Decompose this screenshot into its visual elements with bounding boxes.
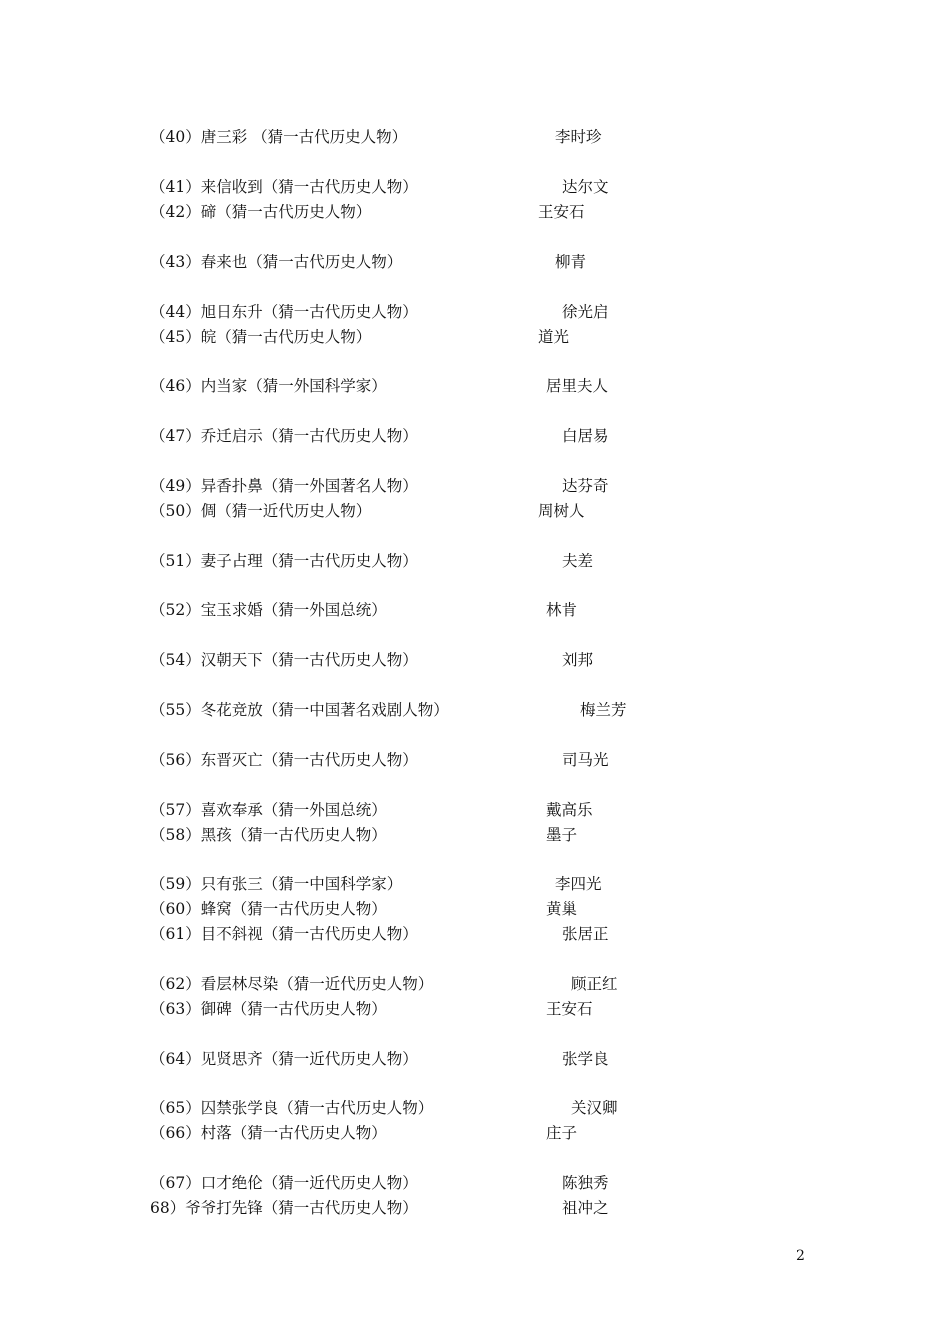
riddle-answer: 达芬奇 — [562, 477, 609, 495]
riddle-text: （50）倜（猜一近代历史人物） — [150, 502, 372, 520]
riddle-answer: 梅兰芳 — [580, 701, 627, 719]
riddle-text: （49）异香扑鼻（猜一外国著名人物） — [150, 477, 418, 495]
riddle-line — [150, 872, 770, 896]
riddle-text: （66）村落（猜一古代历史人物） — [150, 1124, 387, 1142]
riddle-answer: 司马光 — [562, 751, 609, 769]
riddle-line — [150, 1121, 770, 1145]
riddle-answer: 柳青 — [555, 253, 587, 271]
riddle-text: （40）唐三彩 （猜一古代历史人物） — [150, 128, 408, 146]
riddle-answer: 张学良 — [562, 1050, 609, 1068]
riddle-text: （56）东晋灭亡（猜一古代历史人物） — [150, 751, 418, 769]
riddle-answer: 白居易 — [562, 427, 609, 445]
riddle-line — [150, 125, 770, 149]
riddle-line — [150, 823, 770, 847]
riddle-line — [150, 1171, 770, 1195]
riddle-line — [150, 648, 770, 672]
riddle-answer: 王安石 — [546, 1000, 593, 1018]
riddle-answer: 周树人 — [538, 502, 585, 520]
riddle-answer: 徐光启 — [562, 303, 609, 321]
riddle-text: （54）汉朝天下（猜一古代历史人物） — [150, 651, 418, 669]
riddle-text: （55）冬花竞放（猜一中国著名戏剧人物） — [150, 701, 449, 719]
riddle-answer: 戴高乐 — [546, 801, 593, 819]
riddle-line — [150, 698, 770, 722]
riddle-answer: 林肯 — [546, 601, 578, 619]
riddle-line — [150, 200, 770, 224]
riddle-answer: 王安石 — [538, 203, 585, 221]
riddle-answer: 张居正 — [562, 925, 609, 943]
riddle-line — [150, 598, 770, 622]
riddle-text: （57）喜欢奉承（猜一外国总统） — [150, 801, 387, 819]
riddle-text: （45）皖（猜一古代历史人物） — [150, 328, 372, 346]
riddle-answer: 墨子 — [546, 826, 578, 844]
riddle-text: （65）囚禁张学良（猜一古代历史人物） — [150, 1099, 434, 1117]
riddle-answer: 庄子 — [546, 1124, 578, 1142]
riddle-text: （52）宝玉求婚（猜一外国总统） — [150, 601, 387, 619]
riddle-text: （62）看层林尽染（猜一近代历史人物） — [150, 975, 434, 993]
riddle-line — [150, 897, 770, 921]
riddle-text: （46）内当家（猜一外国科学家） — [150, 377, 387, 395]
riddle-text: （42）碲（猜一古代历史人物） — [150, 203, 372, 221]
riddle-answer: 夫差 — [562, 552, 594, 570]
riddle-line — [150, 325, 770, 349]
riddle-line — [150, 374, 770, 398]
riddle-text: （59）只有张三（猜一中国科学家） — [150, 875, 403, 893]
riddle-text: （61）目不斜视（猜一古代历史人物） — [150, 925, 418, 943]
riddle-answer: 达尔文 — [562, 178, 609, 196]
riddle-answer: 黄巢 — [546, 900, 578, 918]
riddle-line — [150, 474, 770, 498]
riddle-text: （47）乔迁启示（猜一古代历史人物） — [150, 427, 418, 445]
riddle-text: （67）口才绝伦（猜一近代历史人物） — [150, 1174, 418, 1192]
riddle-answer: 李四光 — [555, 875, 602, 893]
riddle-answer: 刘邦 — [562, 651, 594, 669]
riddle-line — [150, 1096, 770, 1120]
riddle-line — [150, 922, 770, 946]
riddle-line — [150, 748, 770, 772]
riddle-text: （41）来信收到（猜一古代历史人物） — [150, 178, 418, 196]
riddle-answer: 陈独秀 — [562, 1174, 609, 1192]
riddle-answer: 居里夫人 — [546, 377, 609, 395]
riddle-text: （43）春来也（猜一古代历史人物） — [150, 253, 403, 271]
riddle-line — [150, 175, 770, 199]
riddle-answer: 祖冲之 — [562, 1199, 609, 1217]
riddle-line — [150, 424, 770, 448]
riddle-line — [150, 1047, 770, 1071]
riddle-line — [150, 1196, 770, 1220]
riddle-text: 68）爷爷打先锋（猜一古代历史人物） — [150, 1199, 418, 1217]
riddle-text: （60）蜂窝（猜一古代历史人物） — [150, 900, 387, 918]
riddle-answer: 关汉卿 — [571, 1099, 618, 1117]
riddle-text: （51）妻子占理（猜一古代历史人物） — [150, 552, 418, 570]
riddle-line — [150, 250, 770, 274]
riddle-text: （64）见贤思齐（猜一近代历史人物） — [150, 1050, 418, 1068]
page-number: 2 — [796, 1248, 805, 1264]
riddle-text: （44）旭日东升（猜一古代历史人物） — [150, 303, 418, 321]
riddle-line — [150, 997, 770, 1021]
riddle-line — [150, 549, 770, 573]
riddle-text: （58）黑孩（猜一古代历史人物） — [150, 826, 387, 844]
riddle-line — [150, 300, 770, 324]
riddle-line — [150, 972, 770, 996]
riddle-text: （63）御碑（猜一古代历史人物） — [150, 1000, 387, 1018]
riddle-answer: 顾正红 — [571, 975, 618, 993]
riddle-line — [150, 499, 770, 523]
riddle-answer: 道光 — [538, 328, 570, 346]
riddle-answer: 李时珍 — [555, 128, 602, 146]
riddle-line — [150, 798, 770, 822]
